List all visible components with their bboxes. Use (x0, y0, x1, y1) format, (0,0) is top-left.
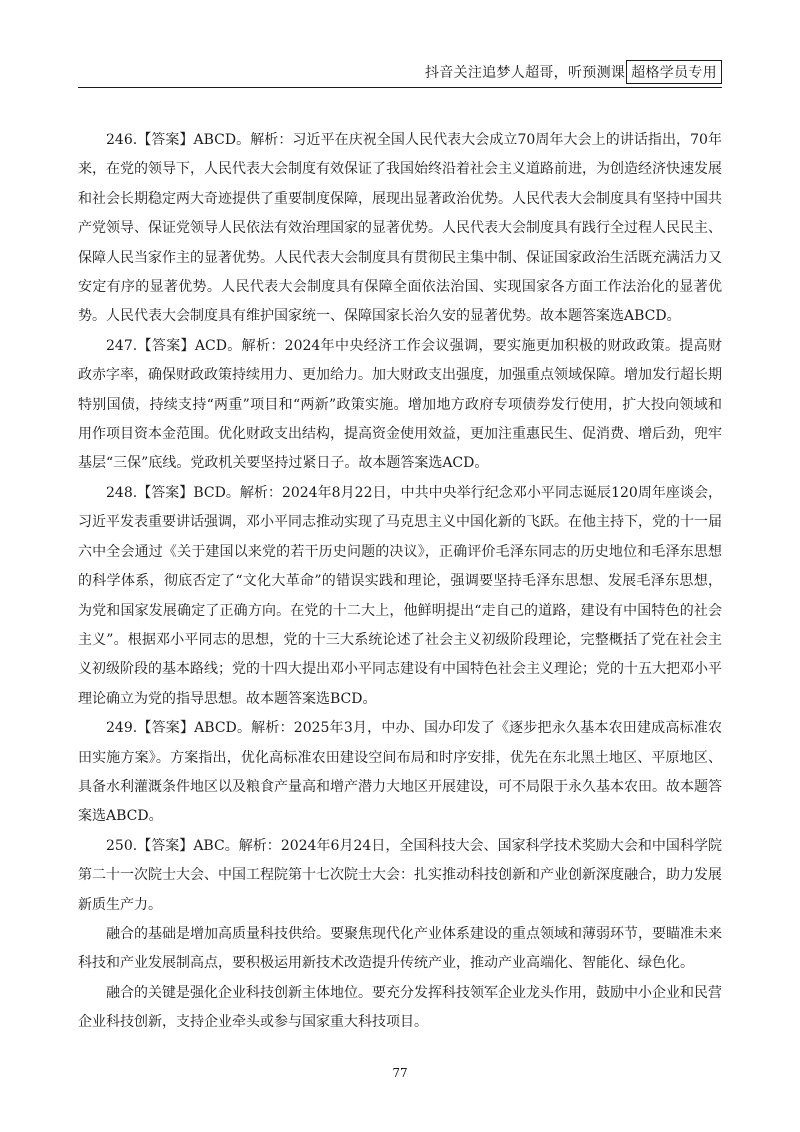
header-rule (78, 87, 722, 88)
answer-249: 249.【答案】ABCD。解析：2025年3月，中办、国办印发了《逐步把永久基本农田建成高标准农田实施方案》。方案指出，优化高标准农田建设空间布局和时序安排，优先在东北黑土地区、平原地区、具备水利灌溉条件地区以及粮食产量高和增产潜力大地区开展建设，可不局限于永久基本农田。故本题答案选ABCD。 (78, 720, 722, 825)
answer-248: 248.【答案】BCD。解析：2024年8月22日，中共中央举行纪念邓小平同志诞辰120周年座谈会，习近平发表重要讲话强调，邓小平同志推动实现了马克思主义中国化新的飞跃。在他主持下，党的十一届六中全会通过《关于建国以来党的若干历史问题的决议》，正确评价毛泽东同志的历史地位和毛泽东思想的科学体系，彻底否定了“文化大革命”的错误实践和理论，强调要坚持毛泽东思想、发展毛泽东思想，为党和国家发展确定了正确方向。在党的十二大上，他鲜明提出“走自己的道路，建设有中国特色的社会主义”。根据邓小平同志的思想，党的十三大系统论述了社会主义初级阶段理论，完整概括了党在社会主义初级阶段的基本路线；党的十四大提出邓小平同志建设有中国特色社会主义理论；党的十五大把邓小平理论确立为党的指导思想。故本题答案选BCD。 (78, 484, 722, 707)
page-header (425, 60, 722, 84)
answer-250: 250.【答案】ABC。解析：2024年6月24日，全国科技大会、国家科学技术奖励大会和中国科学院第二十一次院士大会、中国工程院第十七次院士大会：扎实推动科技创新和产业创新深度融合，助力发展新质生产力。 (78, 837, 722, 913)
main-content (78, 126, 722, 1038)
answer-250-detail-2: 融合的关键是强化企业科技创新主体地位。要充分发挥科技领军企业龙头作用，鼓励中小企业和民营企业科技创新，支持企业牵头或参与国家重大科技项目。 (78, 984, 722, 1031)
answer-246: 246.【答案】ABCD。解析：习近平在庆祝全国人民代表大会成立70周年大会上的讲话指出，70年来，在党的领导下，人民代表大会制度有效保证了我国始终沿着社会主义道路前进，为创造经济快速发展和社会长期稳定两大奇迹提供了重要制度保障，展现出显著政治优势。人民代表大会制度具有坚持中国共产党领导、保证党领导人民依法有效治理国家的显著优势。人民代表大会制度具有践行全过程人民民主、保障人民当家作主的显著优势。人民代表大会制度具有贯彻民主集中制、保证国家政治生活既充满活力又安定有序的显著优势。人民代表大会制度具有保障全面依法治国、实现国家各方面工作法治化的显著优势。人民代表大会制度具有维护国家统一、保障国家长治久安的显著优势。故本题答案选ABCD。 (78, 132, 722, 325)
answer-250-detail-1: 融合的基础是增加高质量科技供给。要聚焦现代化产业体系建设的重点领域和薄弱环节，要瞄准未来科技和产业发展制高点，要积极运用新技术改造提升传统产业，推动产业高端化、智能化、绿色化。 (78, 925, 722, 972)
header-boxed-label: 超格学员专用 (626, 60, 722, 84)
page-number: 77 (392, 1066, 408, 1080)
header-text: 抖音关注追梦人超哥，听预测课 (424, 65, 626, 81)
answer-247: 247.【答案】ACD。解析：2024年中央经济工作会议强调，要实施更加积极的财政政策。提高财政赤字率，确保财政政策持续用力、更加给力。加大财政支出强度，加强重点领域保障。增加发行超长期特别国债，持续支持“两重”项目和“两新”政策实施。增加地方政府专项债券发行使用，扩大投向领域和用作项目资本金范围。优化财政支出结构，提高资金使用效益，更加注重惠民生、促消费、增后劲，兜牢基层“三保”底线。党政机关要坚持过紧日子。故本题答案选ACD。 (78, 337, 722, 472)
